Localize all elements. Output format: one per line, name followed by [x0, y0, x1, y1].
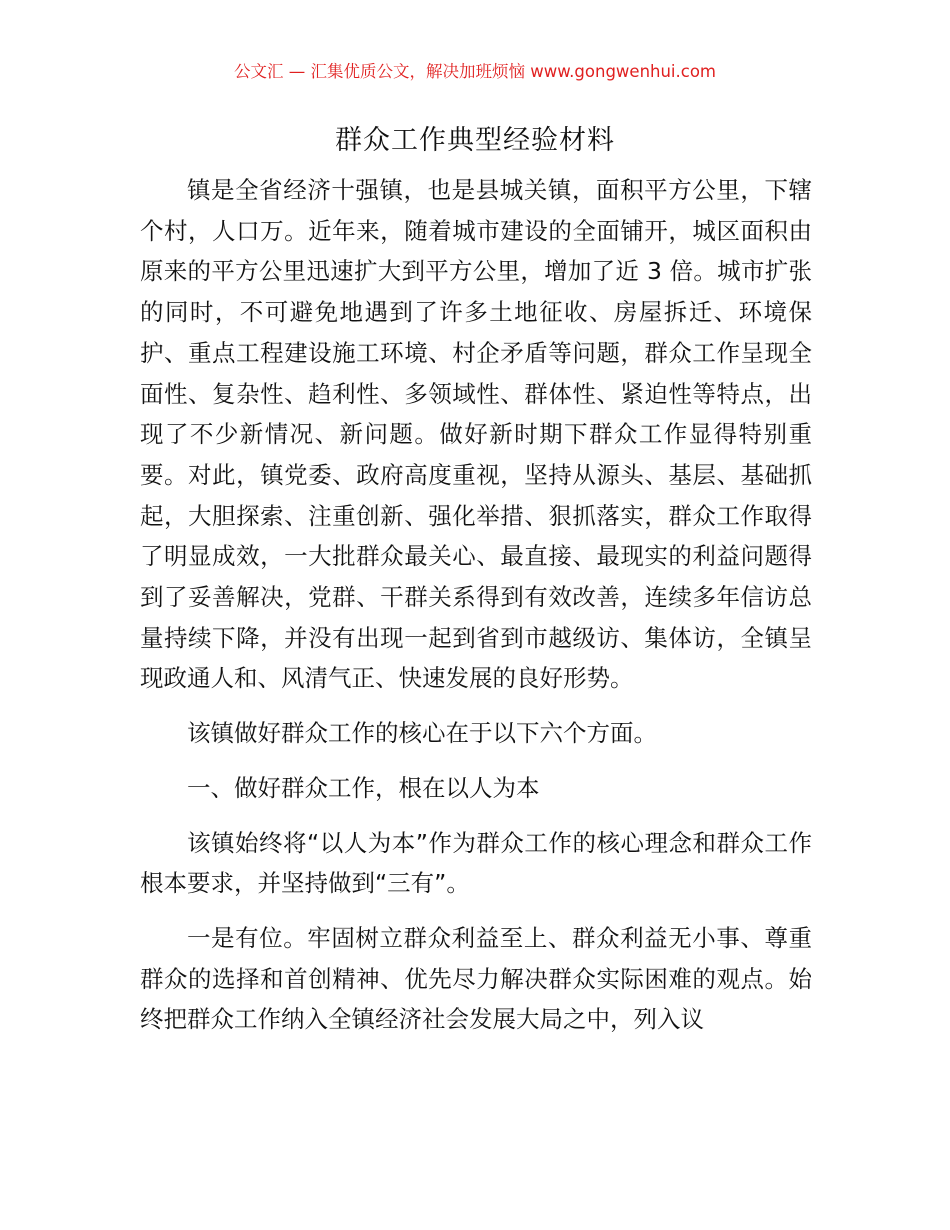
paragraph-you-wei: 一是有位。牢固树立群众利益至上、群众利益无小事、尊重群众的选择和首创精神、优先尽力解决群众实际困难的观点。始终把群众工作纳入全镇经济社会发展大局之中，列入议: [140, 923, 812, 1034]
watermark-header: 公文汇 — 汇集优质公文，解决加班烦恼 www.gongwenhui.com: [233, 62, 717, 81]
section-heading-1: 一、做好群众工作，根在以人为本: [187, 773, 540, 802]
paragraph-intro: 镇是全省经济十强镇，也是县城关镇，面积平方公里，下辖个村，人口万。近年来，随着城市建设的全面铺开，城区面积由原来的平方公里迅速扩大到平方公里，增加了近 3 倍。城市扩张的同时，不可避免地遇到了许多土地征收、房屋拆迁、环境保护、重点工程建设施工环境、村企矛盾等问题，群众工作呈现全面性、复杂性、趋利性、多领域性、群体性、紧迫性等特点，出现了不少新情况、新问题。做好新时期下群众工作显得特别重要。对此，镇党委、政府高度重视，坚持从源头、基层、基础抓起，大胆探索、注重创新、强化举措、狠抓落实，群众工作取得了明显成效，一大批群众最关心、最直接、最现实的利益问题得到了妥善解决，党群、干群关系得到有效改善，连续多年信访总量持续下降，并没有出现一起到省到市越级访、集体访，全镇呈现政通人和、风清气正、快速发展的良好形势。: [140, 176, 812, 693]
paragraph-core-summary: 该镇做好群众工作的核心在于以下六个方面。: [187, 719, 657, 748]
document-body: [140, 170, 812, 1040]
document-title: 群众工作典型经验材料: [335, 125, 615, 156]
paragraph-people-first: 该镇始终将“以人为本”作为群众工作的核心理念和群众工作根本要求，并坚持做到“三有”。: [140, 828, 812, 898]
